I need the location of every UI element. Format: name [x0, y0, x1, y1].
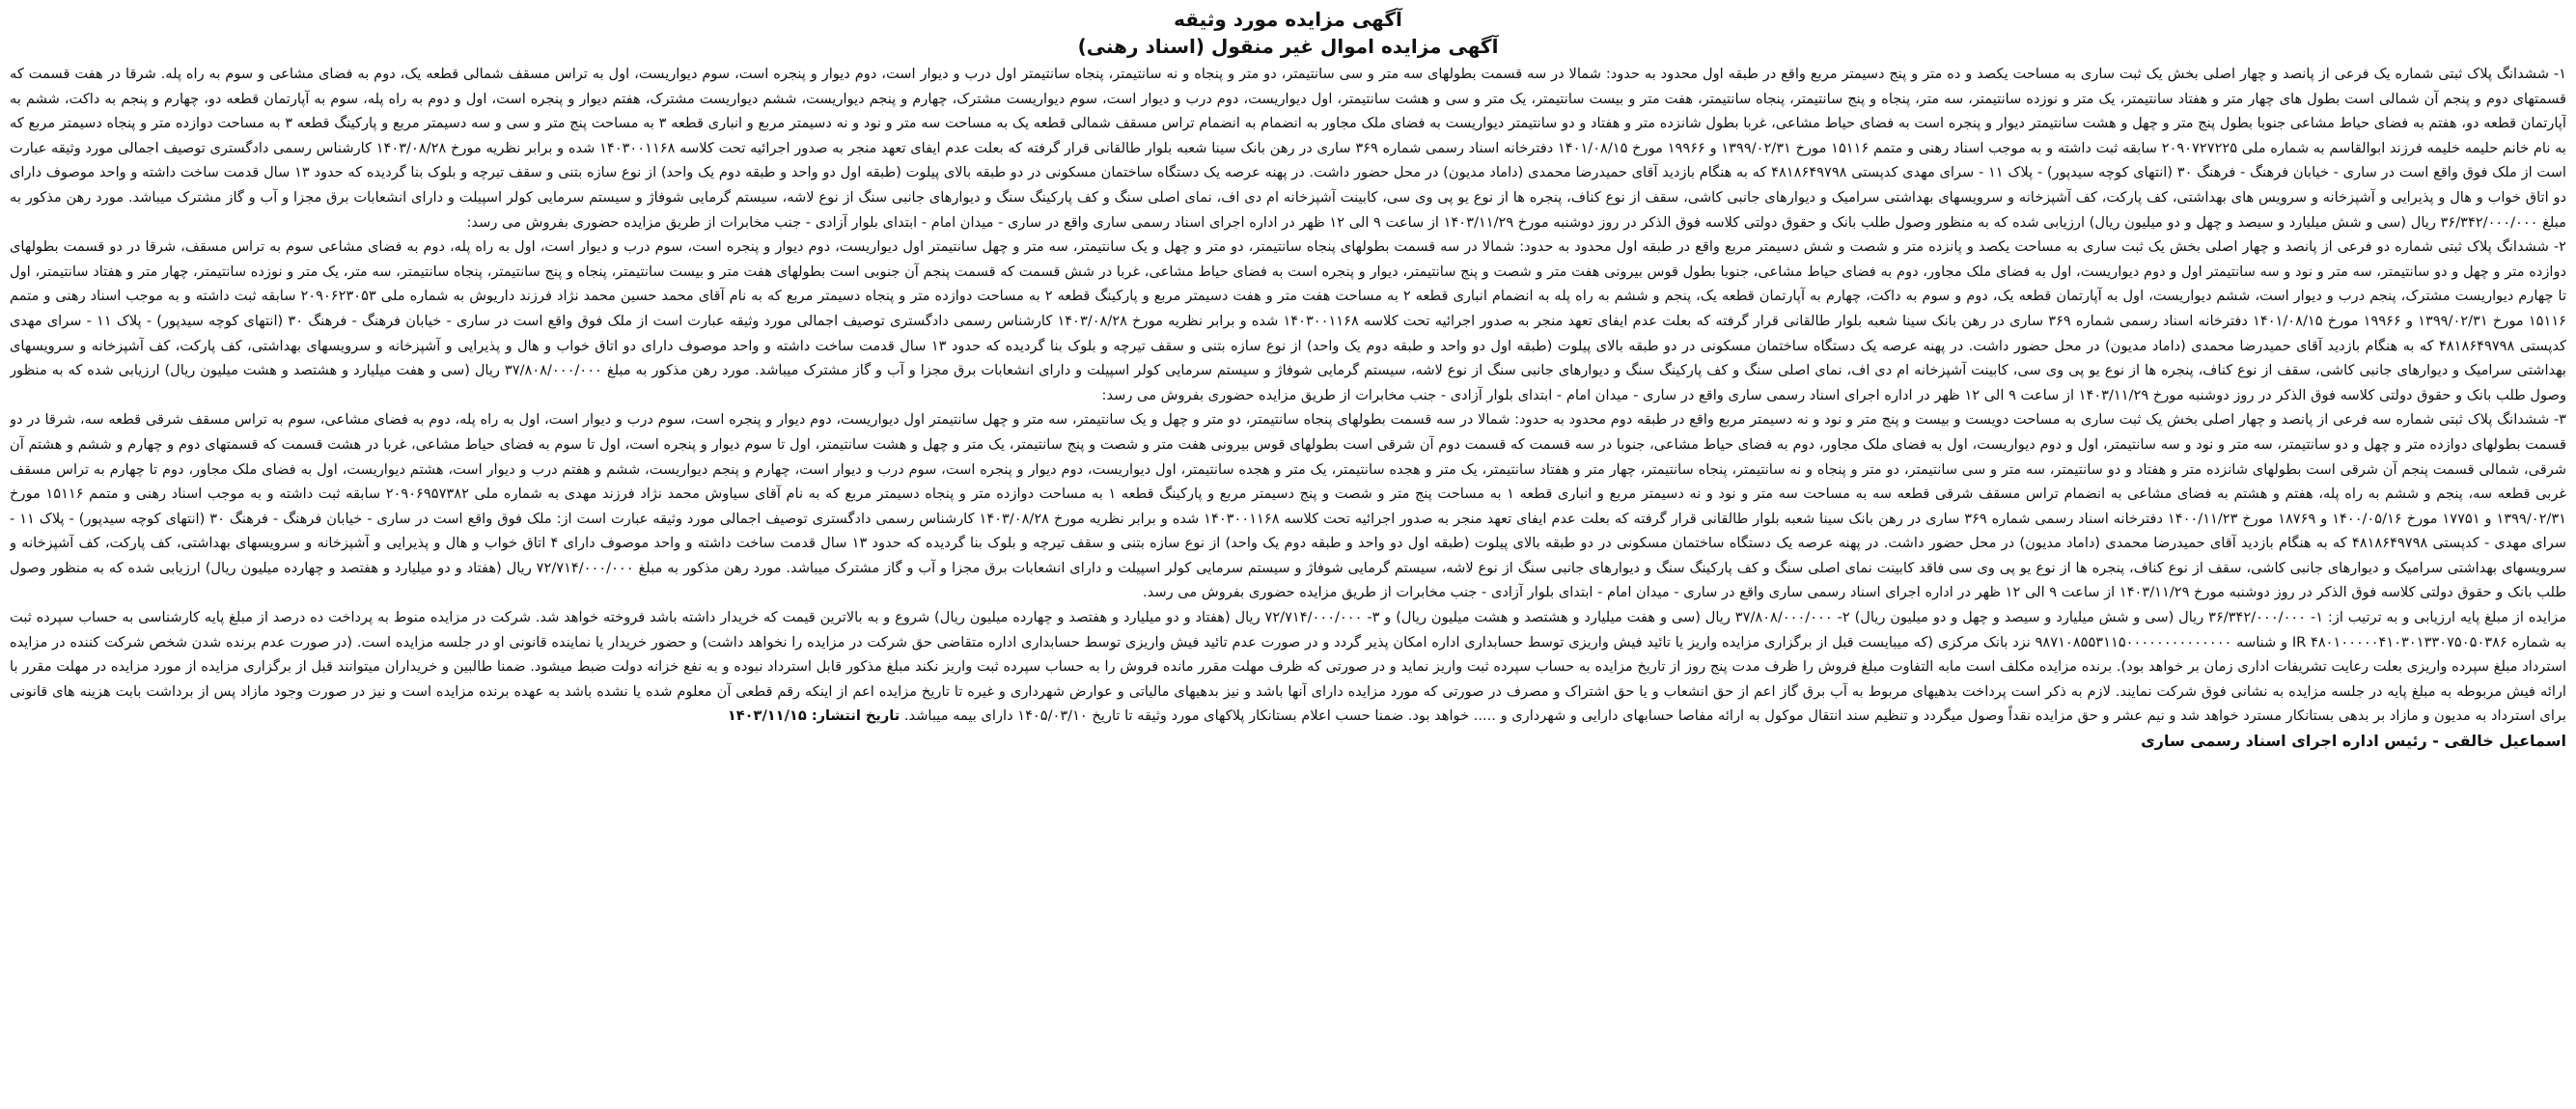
notice-body: [10, 62, 2566, 1105]
notice-header: [10, 6, 2566, 60]
auction-item-3: ۳- ششدانگ پلاک ثبتی شماره سه فرعی از پانصد و چهار اصلی بخش یک ثبت ساری به مساحت دویست و بیست و پنج متر و نود و نه دسیمتر مربع واقع در طبقه دوم محدود به حدود: شمالا در سه قسمت بطولهای پنجاه سانتیمتر، دو متر و چهل و یک سانتیمتر، سه متر و چهل سانتیمتر اول دیواریست، دوم دیوار و پنجره است، سوم درب و دیوار است، اول به راه پله، دوم به فضای مشاعی، سوم به تراس مسقف شرقی قطعه سه، شرقا در دو قسمت بطولهای دوازده متر و چهل و دو سانتیمتر، سه متر و نود و سه سانتیمتر، اول و دوم دیواریست، اول به فضای ملک مجاور، دوم به فضای حیاط مشاعی، جنوبا در سه قسمت که قسمت دوم آن شرقی است بطولهای قوس بیرونی هفت متر و شصت و پنج سانتیمتر، یک متر و چهل و هشت سانتیمتر، اول تا سوم دیوار و پنجره است، اول تا سوم به فضای حیاط مشاعی، غربا در هشت قسمت که قسمتهای دوم و چهارم و ششم و هشتم آن شرقی، شمالی قسمت پنجم آن شرقی است بطولهای شانزده متر و هفتاد و دو سانتیمتر، سه متر و سی سانتیمتر، دو متر و پنجاه و نه سانتیمتر، پنجاه سانتیمتر، چهار متر و هفتاد سانتیمتر، یک متر و هجده سانتیمتر، یک متر و هجده سانتیمتر، اول دیواریست، دوم دیوار و پنجره است، سوم درب و دیوار است، چهارم و پنجم دیواریست، ششم و هفتم درب و دیوار است، هشتم دیواریست، اول به فضای ملک مجاور، دوم تا چهارم به تراس مسقف غربی قطعه سه، پنجم و ششم به راه پله، هفتم و هشتم به فضای مشاعی به انضمام تراس مسقف شرقی قطعه سه به مساحت سه متر و نود و نه دسیمتر مربع و انباری قطعه ۱ به مساحت پنج متر و شصت و پنج دسیمتر مربع و پارکینگ قطعه ۱ به مساحت دوازده متر و پنجاه دسیمتر مربع که به نام آقای سیاوش محمد نژاد فرزند مهدی به شماره ملی ۲۰۹۰۶۹۵۷۳۸۲ سابقه ثبت داشته و به موجب اسناد رهنی و متمم ۱۵۱۱۶ مورخ ۱۳۹۹/۰۲/۳۱ و ۱۷۷۵۱ مورخ ۱۴۰۰/۰۵/۱۶ و ۱۸۷۶۹ مورخ ۱۴۰۰/۱۱/۲۳ دفترخانه اسناد رسمی شماره ۳۶۹ ساری در رهن بانک سینا شعبه بلوار طالقانی قرار گرفته که بعلت عدم ایفای تعهد منجر به صدور اجرائیه تحت کلاسه ۱۴۰۳۰۰۱۱۶۸ شده و برابر نظریه مورخ ۱۴۰۳/۰۸/۲۸ کارشناس رسمی دادگستری توصیف اجمالی مورد وثیقه عبارت است از: ملک فوق واقع است در ساری - خیابان فرهنگ - فرهنگ ۳۰ (انتهای کوچه سیدپور) - پلاک ۱۱ - سرای مهدی - کدپستی ۴۸۱۸۶۴۹۷۹۸ که به هنگام بازدید آقای حمیدرضا محمدی (داماد مدیون) در محل حضور داشت. در پهنه عرصه یک دستگاه ساختمان مسکونی در دو طبقه بالای پیلوت (طبقه اول دو واحد و طبقه دوم یک واحد) از نوع سازه بتنی و سقف تیرچه و بلوک بنا گردیده که حدود ۱۳ سال قدمت ساخت داشته و واحد موصوف دارای ۴ اتاق خواب و هال و پذیرایی و آشپزخانه و سرویسهای بهداشتی، کف پارکت، کف آشپزخانه و سرویسهای بهداشتی سرامیک و دیوارهای جانبی کاشی، سقف از نوع کناف، پنجره ها از نوع یو پی وی سی فاقد کابینت نمای اصلی سنگ و کف پارکینگ سنگ و دیوارهای جانبی سنگ از نوع لاشه، سیستم گرمایی شوفاژ و سیستم سرمایی کولر اسپیلت و دارای انشعابات برق مجزا و آب و گاز مشترک میباشد. مورد رهن مذکور به مبلغ ۷۲/۷۱۴/۰۰۰/۰۰۰ ریال (هفتاد و دو میلیارد و هفتصد و چهارده میلیون ریال) ارزیابی شده که به منظور وصول طلب بانک و حقوق دولتی کلاسه فوق الذکر در روز دوشنبه مورخ ۱۴۰۳/۱۱/۲۹ از ساعت ۹ الی ۱۲ ظهر در اداره اجرای اسناد رسمی ساری واقع در ساری - میدان امام - ابتدای بلوار آزادی - جنب مخابرات از طریق مزایده حضوری بفروش می رسد.: [10, 411, 2566, 601]
auction-conditions: [10, 605, 2566, 729]
notice-subtitle: آگهی مزایده اموال غیر منقول (اسناد رهنی): [1077, 35, 1499, 58]
notice-title: آگهی مزایده مورد وثیقه: [1174, 8, 1402, 31]
signature-line: اسماعیل خالقی - رئیس اداره اجرای اسناد رسمی ساری: [2141, 732, 2566, 751]
publication-date: تاریخ انتشار: ۱۴۰۳/۱۱/۱۵: [727, 707, 900, 725]
auction-item-1: ۱- ششدانگ پلاک ثبتی شماره یک فرعی از پانصد و چهار اصلی بخش یک ثبت ساری به مساحت یکصد و ده متر و پنج دسیمتر مربع واقع در طبقه اول محدود به حدود: شمالا در سه قسمت بطولهای سه متر و سی سانتیمتر، دو متر و پنجاه و نه سانتیمتر، پنجاه سانتیمتر اول درب و دیوار است، دوم دیوار و پنجره است، سوم دیواریست، اول به تراس مسقف شمالی قطعه یک، دوم به فضای مشاعی و سوم به راه پله. شرقا در هفت قسمت که قسمتهای دوم و پنجم آن شمالی است بطول های چهار متر و هفتاد سانتیمتر، یک متر و نوزده سانتیمتر، سه متر، پنجاه و پنج سانتیمتر، پنجاه سانتیمتر، هفت متر و بیست سانتیمتر، یک متر و سی و هشت سانتیمتر، اول دیواریست، دوم درب و دیوار است، سوم دیواریست مشترک، چهارم و پنجم دیواریست، ششم دیواریست مشترک، هفتم دیوار و پنجره است، اول و دوم به راه پله، سوم به آپارتمان قطعه دو، چهارم و پنجم به داکت، ششم به آپارتمان قطعه دو، هفتم به فضای حیاط مشاعی جنوبا بطول پنج متر و چهل و هشت سانتیمتر دیوار و پنجره است به فضای حیاط مشاعی، غربا بطول شانزده متر و هفتاد و دو سانتیمتر دیواریست به فضای ملک مجاور به انضمام به انضمام تراس مسقف شمالی قطعه یک به مساحت سه متر و نود و نه دسیمتر مربع و انباری قطعه ۳ به مساحت پنج متر و سی و سه دسیمتر مربع و پارکینگ قطعه ۳ به مساحت دوازده متر و پنجاه دسیمتر مربع که به نام خانم حلیمه خلیمه فرزند ابوالقاسم به شماره ملی ۲۰۹۰۷۲۷۲۲۵ سابقه ثبت داشته و به موجب اسناد رهنی و متمم ۱۵۱۱۶ مورخ ۱۳۹۹/۰۲/۳۱ و ۱۹۹۶۶ مورخ ۱۴۰۱/۰۸/۱۵ دفترخانه اسناد رسمی شماره ۳۶۹ ساری در رهن بانک سینا شعبه بلوار طالقانی قرار گرفته که بعلت عدم ایفای تعهد منجر به صدور اجرائیه تحت کلاسه ۱۴۰۳۰۰۱۱۶۸ شده و برابر نظریه مورخ ۱۴۰۳/۰۸/۲۸ کارشناس رسمی دادگستری توصیف اجمالی مورد وثیقه عبارت است از ملک فوق واقع است در ساری - خیابان فرهنگ - فرهنگ ۳۰ (انتهای کوچه سیدپور) - پلاک ۱۱ - سرای مهدی کدپستی ۴۸۱۸۶۴۹۷۹۸ که به هنگام بازدید آقای حمیدرضا محمدی (داماد مدیون) در محل حضور داشت. در پهنه عرصه یک دستگاه ساختمان مسکونی در دو طبقه بالای پیلوت (طبقه اول دو واحد و طبقه دوم یک واحد) از نوع سازه بتنی و سقف تیرچه و بلوک بنا گردیده که حدود ۱۳ سال قدمت ساخت داشته و واحد موصوف دارای دو اتاق خواب و هال و پذیرایی و آشپزخانه و سرویس های بهداشتی، کف پارکت، کف آشپزخانه و سرویسهای بهداشتی سرامیک و دیوارهای جانبی کاشی، سقف از نوع کناف، پنجره ها از نوع یو پی وی سی، کابینت آشپزخانه ام دی اف، نمای اصلی سنگ و کف پارکینگ سنگ و دیوارهای جانبی سنگ از نوع لاشه، سیستم گرمایی شوفاژ و سیستم سرمایی کولر اسپیلت و دارای انشعابات برق مجزا و آب و گاز مشترک میباشد. مورد رهن مذکور به مبلغ ۳۶/۳۴۲/۰۰۰/۰۰۰ ریال (سی و شش میلیارد و سیصد و چهل و دو میلیون ریال) ارزیابی شده که به منظور وصول طلب بانک و حقوق دولتی کلاسه فوق الذکر در روز دوشنبه مورخ ۱۴۰۳/۱۱/۲۹ از ساعت ۹ الی ۱۲ ظهر در اداره اجرای اسناد رسمی ساری واقع در ساری - میدان امام - ابتدای بلوار آزادی - جنب مخابرات از طریق مزایده حضوری بفروش می رسد:: [10, 66, 2566, 231]
auction-item-2: ۲- ششدانگ پلاک ثبتی شماره دو فرعی از پانصد و چهار اصلی بخش یک ثبت ساری به مساحت یکصد و پانزده متر و شصت و شش دسیمتر مربع واقع در طبقه اول محدود به حدود: شمالا در سه قسمت بطولهای پنجاه سانتیمتر، دو متر و چهل و یک سانتیمتر، سه متر و چهل سانتیمتر اول دیواریست، دوم دیوار و پنجره است، سوم درب و دیوار است، اول به راه پله، دوم به فضای مشاعی سوم به تراس مسقف، شرقا در دو قسمت بطولهای دوازده متر و چهل و دو سانتیمتر، سه متر و نود و سه سانتیمتر اول و دوم دیواریست، اول به فضای ملک مجاور، دوم به فضای حیاط مشاعی، جنوبا بطول قوس بیرونی هفت متر و شصت و پنج سانتیمتر، دیوار و پنجره است به فضای حیاط مشاعی، غربا در شش قسمت که قسمت پنجم آن جنوبی است بطولهای هفت متر و بیست سانتیمتر، پنجاه و پنج سانتیمتر، پنجاه سانتیمتر، سه متر، یک متر و نوزده سانتیمتر، چهار متر و هفتاد سانتیمتر، اول تا چهارم دیواریست مشترک، پنجم درب و دیوار است، ششم دیواریست، اول به آپارتمان قطعه یک، دوم و سوم به داکت، چهارم به آپارتمان قطعه یک، پنجم و ششم به راه پله به انضمام انباری قطعه ۲ به مساحت هفت متر و هفت دسیمتر مربع و پارکینگ قطعه ۲ به مساحت دوازده متر و پنجاه دسیمتر مربع که به نام آقای محمد حسین محمد نژاد فرزند داریوش به شماره ملی ۲۰۹۰۶۲۳۰۵۳ سابقه ثبت داشته و به موجب اسناد رهنی و متمم ۱۵۱۱۶ مورخ ۱۳۹۹/۰۲/۳۱ و ۱۹۹۶۶ مورخ ۱۴۰۱/۰۸/۱۵ دفترخانه اسناد رسمی شماره ۳۶۹ ساری در رهن بانک سینا شعبه بلوار طالقانی قرار گرفته که بعلت عدم ایفای تعهد منجر به صدور اجرائیه تحت کلاسه ۱۴۰۳۰۰۱۱۶۸ شده و برابر نظریه مورخ ۱۴۰۳/۰۸/۲۸ کارشناس رسمی دادگستری توصیف اجمالی مورد وثیقه عبارت است از ملک فوق واقع است در ساری - خیابان فرهنگ - فرهنگ ۳۰ (انتهای کوچه سیدپور) - پلاک ۱۱ - سرای مهدی کدپستی ۴۸۱۸۶۴۹۷۹۸ که به هنگام بازدید آقای حمیدرضا محمدی (داماد مدیون) در محل حضور داشت. در پهنه عرصه یک دستگاه ساختمان مسکونی در دو طبقه بالای پیلوت (طبقه اول دو واحد و طبقه دوم یک واحد) از نوع سازه بتنی و سقف تیرچه و بلوک بنا گردیده که حدود ۱۳ سال قدمت ساخت داشته و واحد موصوف دارای دو اتاق خواب و هال و پذیرایی و آشپزخانه و سرویسهای بهداشتی، کف پارکت، کف آشپزخانه و سرویسهای بهداشتی سرامیک و دیوارهای جانبی کاشی، سقف از نوع کناف، پنجره ها از نوع یو پی وی سی، کابینت آشپزخانه ام دی اف، نمای اصلی سنگ و کف پارکینگ سنگ و دیوارهای جانبی سنگ از نوع لاشه، سیستم گرمایی شوفاژ و سیستم سرمایی کولر اسپیلت و دارای انشعابات برق مجزا و آب و گاز مشترک میباشد. مورد رهن مذکور به مبلغ ۳۷/۸۰۸/۰۰۰/۰۰۰ ریال (سی و هفت میلیارد و هشتصد و هشت میلیون ریال) ارزیابی شده که به منظور وصول طلب بانک و حقوق دولتی کلاسه فوق الذکر در روز دوشنبه مورخ ۱۴۰۳/۱۱/۲۹ از ساعت ۹ الی ۱۲ ظهر در اداره اجرای اسناد رسمی ساری واقع در ساری - میدان امام - ابتدای بلوار آزادی - جنب مخابرات از طریق مزایده حضوری بفروش می رسد:: [10, 238, 2566, 403]
conditions-text: مزایده از مبلغ پایه ارزیابی و به ترتیب از: ۱- ۳۶/۳۴۲/۰۰۰/۰۰۰ ریال (سی و شش میلیارد و سیصد و چهل و دو میلیون ریال) ۲- ۳۷/۸۰۸/۰۰۰/۰۰۰ ریال (سی و هفت میلیارد و هشتصد و هشت میلیون ریال) و ۳- ۷۲/۷۱۴/۰۰۰/۰۰۰ ریال (هفتاد و دو میلیارد و هفتصد و چهارده میلیون ریال) شروع و به بالاترین قیمت که خریدار داشته باشد فروخته خواهد شد. شرکت در مزایده منوط به پرداخت ده درصد از مبلغ پایه کارشناسی به حساب سپرده ثبت به شماره IR ۴۸۰۱۰۰۰۰۰۴۱۰۳۰۱۳۳۰۷۵۰۵۰۳۸۶ و شناسه ۹۸۷۱۰۸۵۵۳۱۱۵۰۰۰۰۰۰۰۰۰۰۰۰۰۰ نزد بانک مرکزی (که میبایست قبل از برگزاری مزایده واریز یا تائید فیش واریزی توسط حسابداری اداره امکان پذیر گردد و در صورت عدم تائید فیش واریزی توسط حسابداری اداره متقاضی حق شرکت در مزایده را نخواهد داشت) و حضور خریدار یا نماینده قانونی او در جلسه مزایده است. (در صورت عدم برنده شدن شخص شرکت کننده در مزایده استرداد مبلغ سپرده واریزی بعلت رعایت تشریفات اداری زمان بر خواهد بود). برنده مزایده مکلف است مابه التفاوت مبلغ فروش را ظرف مدت پنج روز از تاریخ مزایده به حساب سپرده ثبت واریز نماید و در صورتی که ظرف مهلت مقرر مانده فروش را به حساب سپرده ثبت واریز نکند مبلغ مذکور قابل استرداد نبوده و به نفع خزانه دولت ضبط میشود. ضمنا طالبین و خریداران میتوانند قبل از برگزاری مزایده از مورد مزایده در مهلت مقرر با ارائه فیش مربوطه به مبلغ پایه در جلسه مزایده به نشانی فوق شرکت نمایند. لازم به ذکر است پرداخت بدهیهای مربوط به آب برق گاز اعم از حق انشعاب و یا حق اشتراک و مصرف در صورتی که مورد مزایده دارای آنها باشد و نیز بدهیهای مالیاتی و عوارض شهرداری و غیره تا تاریخ مزایده اعم از اینکه رقم قطعی آن معلوم شده یا نشده باشد به عهده برنده مزایده است و نیز در صورت وجود مازاد پس از برداشت بابت هزینه های قانونی برای استرداد به مدیون و مازاد بر بدهی بستانکار مسترد خواهد شد و نیم عشر و حق مزایده نقداً وصول میگردد و تنظیم سند انتقال موکول به ارائه مفاصا حسابهای دارایی و شهرداری و ..... خواهد بود. ضمنا حسب اعلام بستانکار پلاکهای مورد وثیقه تا تاریخ ۱۴۰۵/۰۳/۱۰ دارای بیمه میباشد.: [10, 609, 2566, 725]
